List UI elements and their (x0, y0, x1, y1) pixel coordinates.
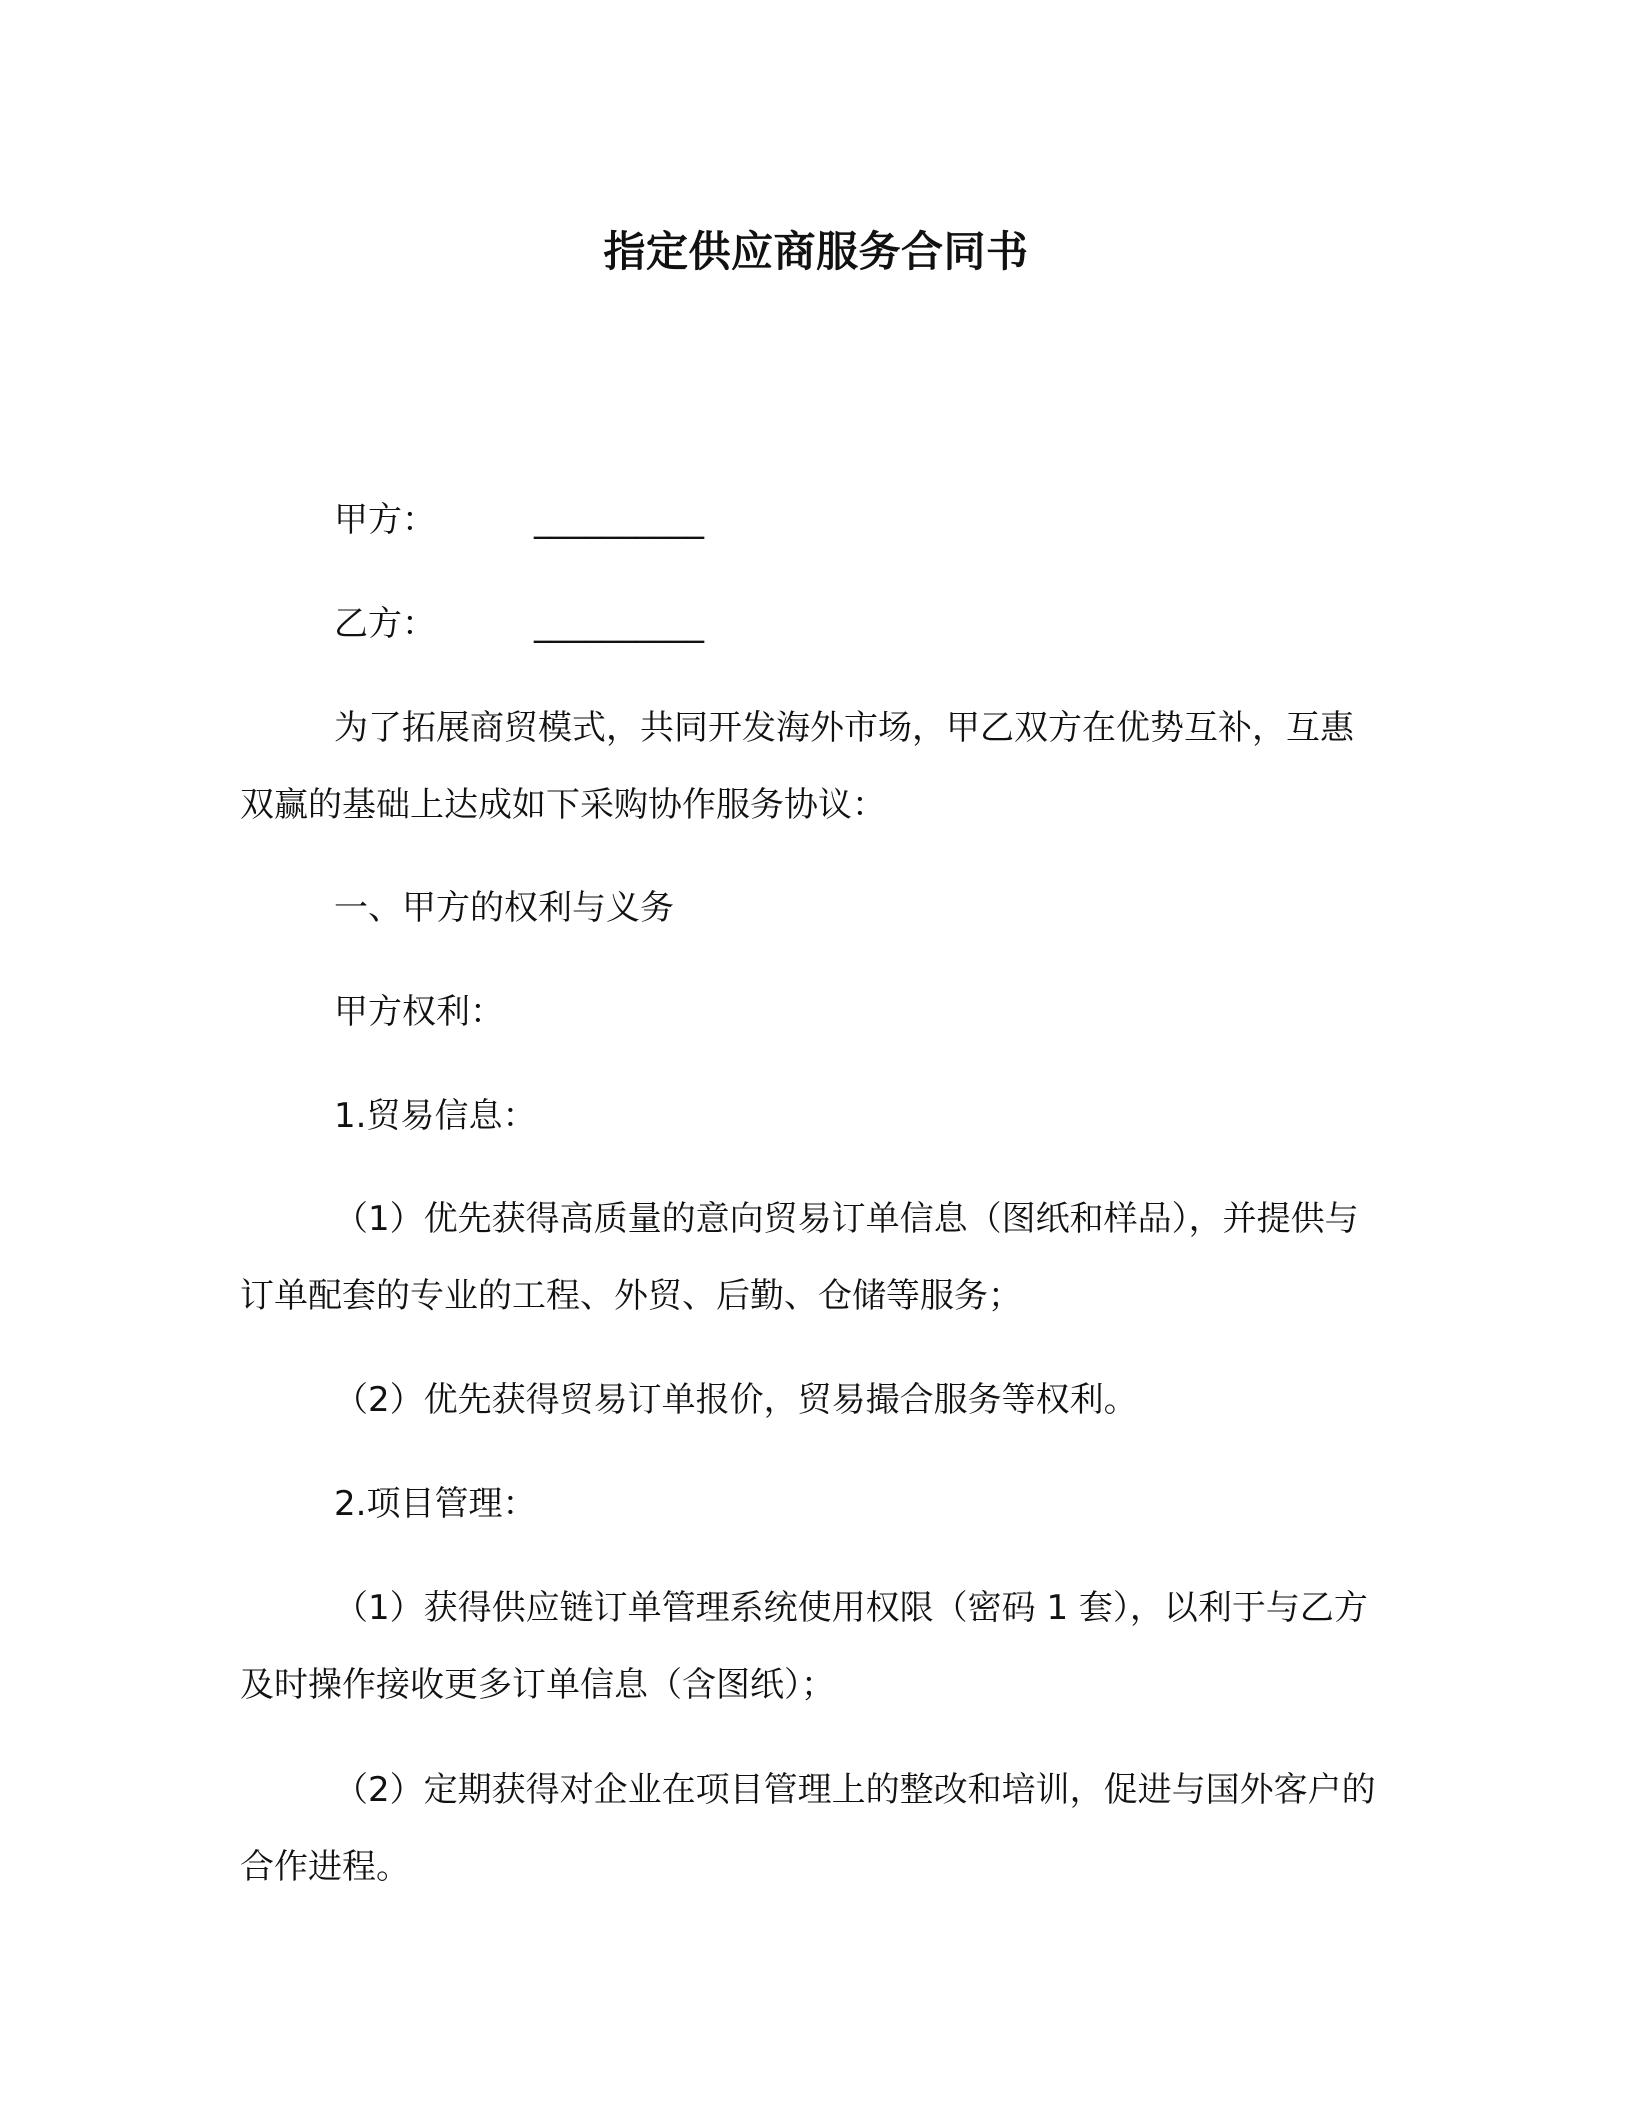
intro-paragraph: 为了拓展商贸模式，共同开发海外市场，甲乙双方在优势互补，互惠双赢的基础上达成如下采购协作服务协议： (240, 708, 1354, 825)
party-a-blank: __________ (534, 500, 704, 540)
rights-heading: 甲方权利： (334, 992, 504, 1032)
item-2-heading: 2.项目管理： (334, 1484, 537, 1524)
section-heading: 一、甲方的权利与义务 (334, 888, 674, 928)
party-b-blank: __________ (534, 604, 704, 644)
item-2-2-paragraph: （2）定期获得对企业在项目管理上的整改和培训，促进与国外客户的合作进程。 (240, 1770, 1376, 1887)
party-b-label: 乙方： (334, 604, 436, 644)
party-a-line (240, 482, 1376, 559)
item-1-heading: 1.贸易信息： (334, 1096, 537, 1136)
item-1-2-paragraph: （2）优先获得贸易订单报价，贸易撮合服务等权利。 (334, 1380, 1138, 1420)
item-2-1-paragraph: （1）获得供应链订单管理系统使用权限（密码 1 套），以利于与乙方及时操作接收更多订单信息（含图纸）； (240, 1588, 1368, 1705)
item-1-1-paragraph: （1）优先获得高质量的意向贸易订单信息（图纸和样品），并提供与订单配套的专业的工程、外贸、后勤、仓储等服务； (240, 1199, 1359, 1316)
party-a-label: 甲方： (334, 500, 436, 540)
document-title: 指定供应商服务合同书 (603, 227, 1029, 276)
party-b-line (240, 586, 1376, 663)
